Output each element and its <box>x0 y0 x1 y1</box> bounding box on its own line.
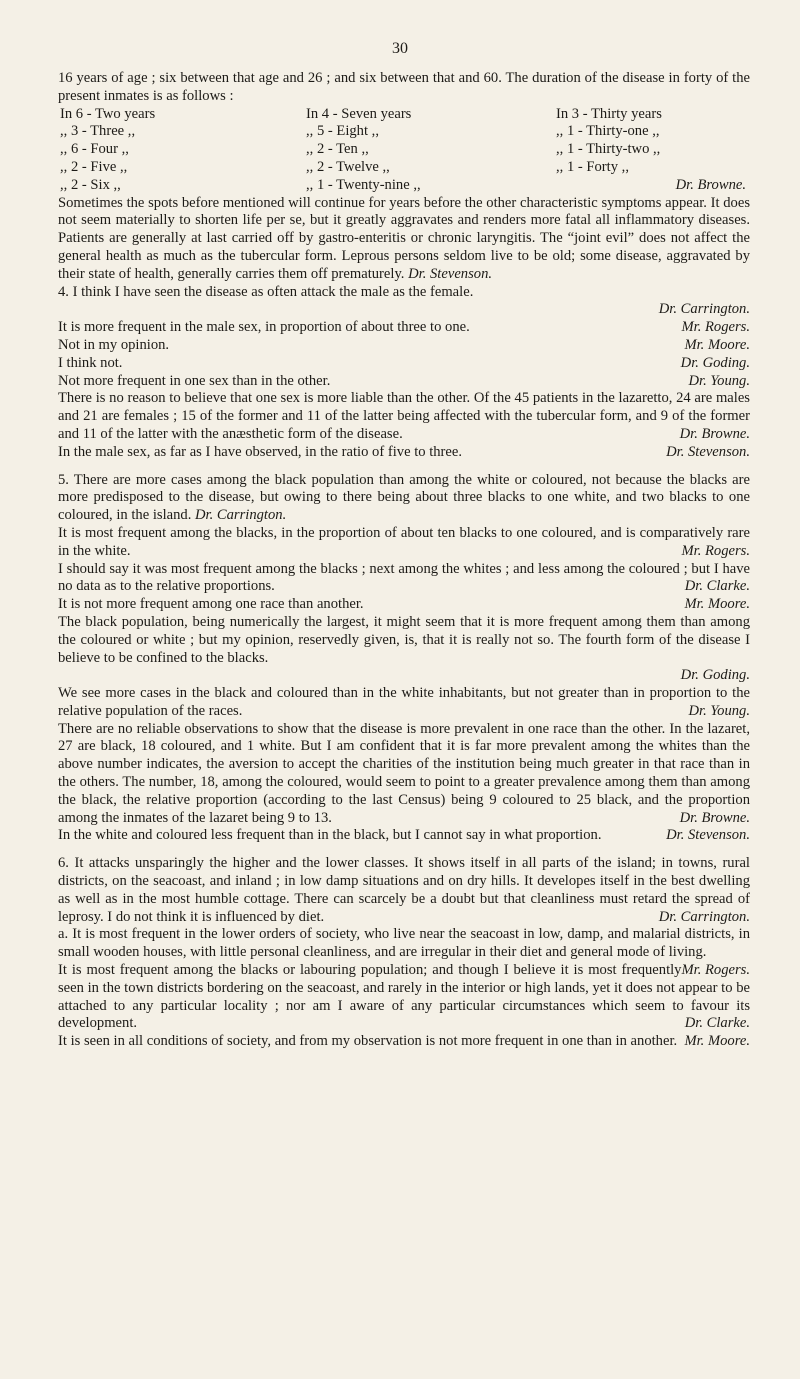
attribution: Dr. Stevenson. <box>666 827 750 844</box>
attribution: Dr. Browne. <box>679 425 750 442</box>
answer-text: Not in my opinion. <box>58 336 170 353</box>
paragraph <box>58 827 750 845</box>
attribution: Dr. Clarke. <box>684 578 750 595</box>
table-row <box>60 159 746 177</box>
attribution: Dr. Young. <box>688 372 750 389</box>
answer-row <box>58 444 750 462</box>
paragraph: 4. I think I have seen the disease as often attack the male as the female. <box>58 283 474 300</box>
paragraph: The black population, being numerically the largest, it might seem that it is more frequent among them than among the coloured or white ; but my opinion, reservedly given, is, that it is really not so. The fourth form of the disease I believe to be confined to the blacks. <box>58 613 750 666</box>
table-row <box>60 123 746 141</box>
table-cell: ,, 2 - Twelve ,, <box>306 158 390 175</box>
paragraph <box>58 561 750 597</box>
page-number: 30 <box>392 40 408 57</box>
attribution: Dr. Carrington. <box>195 507 287 524</box>
duration-table <box>60 106 746 195</box>
table-cell: ,, 1 - Twenty-nine ,, <box>306 176 421 193</box>
paragraph <box>58 525 750 561</box>
table-cell: In 3 - Thirty years <box>556 105 662 122</box>
table-cell: In 6 - Two years <box>60 105 156 122</box>
paragraph-text: It is seen in all conditions of society, and from my observation is not more frequent in one than in another. <box>58 1033 678 1050</box>
paragraph-text: I should say it was most frequent among the blacks ; next among the whites ; and less among the coloured ; but I have no data as to the relative proportions. <box>58 560 750 595</box>
attribution: Dr. Browne. <box>679 809 750 826</box>
answer-row <box>58 596 750 614</box>
table-cell: ,, 1 - Thirty-two ,, <box>556 141 661 158</box>
answer-row <box>58 337 750 355</box>
table-row <box>60 141 746 159</box>
table-cell: ,, 3 - Three ,, <box>60 123 136 140</box>
paragraph-text: We see more cases in the black and coloured than in the white inhabitants, but not greater than in proportion to the relative population of the races. <box>58 685 750 719</box>
attribution: Mr. Moore. <box>684 596 750 613</box>
attribution: Mr. Moore. <box>684 336 750 353</box>
paragraph <box>58 195 750 284</box>
paragraph <box>58 1033 750 1051</box>
paragraph-text: In the white and coloured less frequent than in the black, but I cannot say in what proportion. <box>58 827 602 844</box>
paragraph-text: Sometimes the spots before mentioned will continue for years before the other characteristic symptoms appear. It does not seem materially to shorten life per se, but it greatly aggravates and renders more fatal all inflammatory diseases. Patients are generally at last carried off by gastro-enteritis or chronic laryngitis. The “joint evil” does not affect the general health as much as the tubercular form. Leprous persons seldom live to be old; some disease, aggravated by their state of health, generally carries them off prematurely. <box>58 194 750 282</box>
attribution: Dr. Carrington. <box>658 301 750 318</box>
answer-text: In the male sex, as far as I have observed, in the ratio of five to three. <box>58 443 463 460</box>
table-cell: ,, 1 - Thirty-one ,, <box>556 123 660 140</box>
attribution: Dr. Young. <box>688 702 750 719</box>
paragraph-text: 5. There are more cases among the black population than among the white or coloured, not because the blacks are more predisposed to the disease, but owing to there being about three blacks to one white, and two blacks to one coloured, in the island. <box>58 471 750 524</box>
paragraph-text: There is no reason to believe that one sex is more liable than the other. Of the 45 patients in the lazaretto, 24 are males and 21 are females ; 15 of the former and 11 of the latter being affected with the tubercular form, and 9 of the former and 11 of the latter with the anæsthetic form of the disease. <box>58 390 750 442</box>
attribution: Dr. Goding. <box>680 354 750 371</box>
paragraph-text: a. It is most frequent in the lower orders of society, who live near the seacoast in low, damp, and malarial districts, in small wooden houses, with little personal cleanliness, and are irregular in their diet and general mode of living. <box>58 926 750 961</box>
paragraph <box>58 926 750 979</box>
paragraph-text: It is most frequent among the blacks, in the proportion of about ten blacks to one coloured, and is comparatively rare in the white. <box>58 524 750 559</box>
paragraph <box>58 685 750 721</box>
answer-text: It is more frequent in the male sex, in proportion of about three to one. <box>58 319 470 336</box>
attribution: Dr. Stevenson. <box>666 443 750 460</box>
paragraph-text: There are no reliable observations to show that the disease is more prevalent in one race than the other. In the lazaret, 27 are black, 18 coloured, and 1 white. But I am confident that it is far more prevalent among the whites than the above number indicates, the aversion to accept the charities of the institution being much greater in that race than in the others. The number, 18, among the coloured, would seem to point to a greater prevalence among them than among the black, the relative proportion (according to the last Census) being 9 coloured to 25 black, and the proportion among the inmates of the lazaret being 9 to 13. <box>58 720 750 826</box>
paragraph-text: 6. It attacks unsparingly the higher and the lower classes. It shows itself in all parts of the island; in towns, rural districts, on the seacoast, and inland ; in low damp situations and on dry hills. It developes itself in the best dwelling as well as in the most humble cottage. There can scarcely be a doubt but that cleanliness must retard the spread of leprosy. I do not think it is influenced by diet. <box>58 855 750 925</box>
attribution: Mr. Rogers. <box>681 962 750 979</box>
table-cell: ,, 2 - Six ,, <box>60 176 121 193</box>
table-cell: ,, 5 - Eight ,, <box>306 123 379 140</box>
answer-row <box>58 319 750 337</box>
intro-paragraph: 16 years of age ; six between that age and 26 ; and six between that and 60. The duration of the disease in forty of the present inmates is as follows : <box>58 70 750 104</box>
answer-text: I think not. <box>58 354 123 371</box>
table-cell: ,, 2 - Five ,, <box>60 158 128 175</box>
answer-row <box>58 373 750 391</box>
attribution: Mr. Moore. <box>684 1033 750 1050</box>
table-cell: ,, 1 - Forty ,, <box>556 158 629 175</box>
table-cell: In 4 - Seven years <box>306 105 412 122</box>
answer-row <box>58 355 750 373</box>
table-row <box>60 177 746 195</box>
paragraph <box>58 855 750 926</box>
attribution: Dr. Stevenson. <box>408 265 493 282</box>
table-cell: ,, 2 - Ten ,, <box>306 141 369 158</box>
attribution: Mr. Rogers. <box>681 319 750 336</box>
table-cell <box>556 177 746 195</box>
attribution: Dr. Goding. <box>680 667 750 684</box>
attribution: Dr. Clarke. <box>684 1015 750 1032</box>
answer-text: It is not more frequent among one race than another. <box>58 596 364 613</box>
attribution: Dr. Carrington. <box>658 908 750 925</box>
paragraph <box>58 390 750 443</box>
paragraph <box>58 721 750 828</box>
paragraph <box>58 472 750 525</box>
table-cell: ,, 6 - Four ,, <box>60 141 129 158</box>
attribution: Mr. Rogers. <box>681 542 750 559</box>
paragraph <box>58 962 750 1033</box>
table-row <box>60 106 746 124</box>
paragraph-text: It is most frequent among the blacks or labouring population; and though I believe it is most frequently seen in the town districts bordering on the seacoast, and rarely in the interior or high lands, yet it does not appear to be attached to any particular locality ; nor am I aware of any particular circumstances which seem to favour its development. <box>58 962 750 1032</box>
attribution: Dr. Browne. <box>675 176 746 193</box>
answer-text: Not more frequent in one sex than in the other. <box>58 372 331 389</box>
